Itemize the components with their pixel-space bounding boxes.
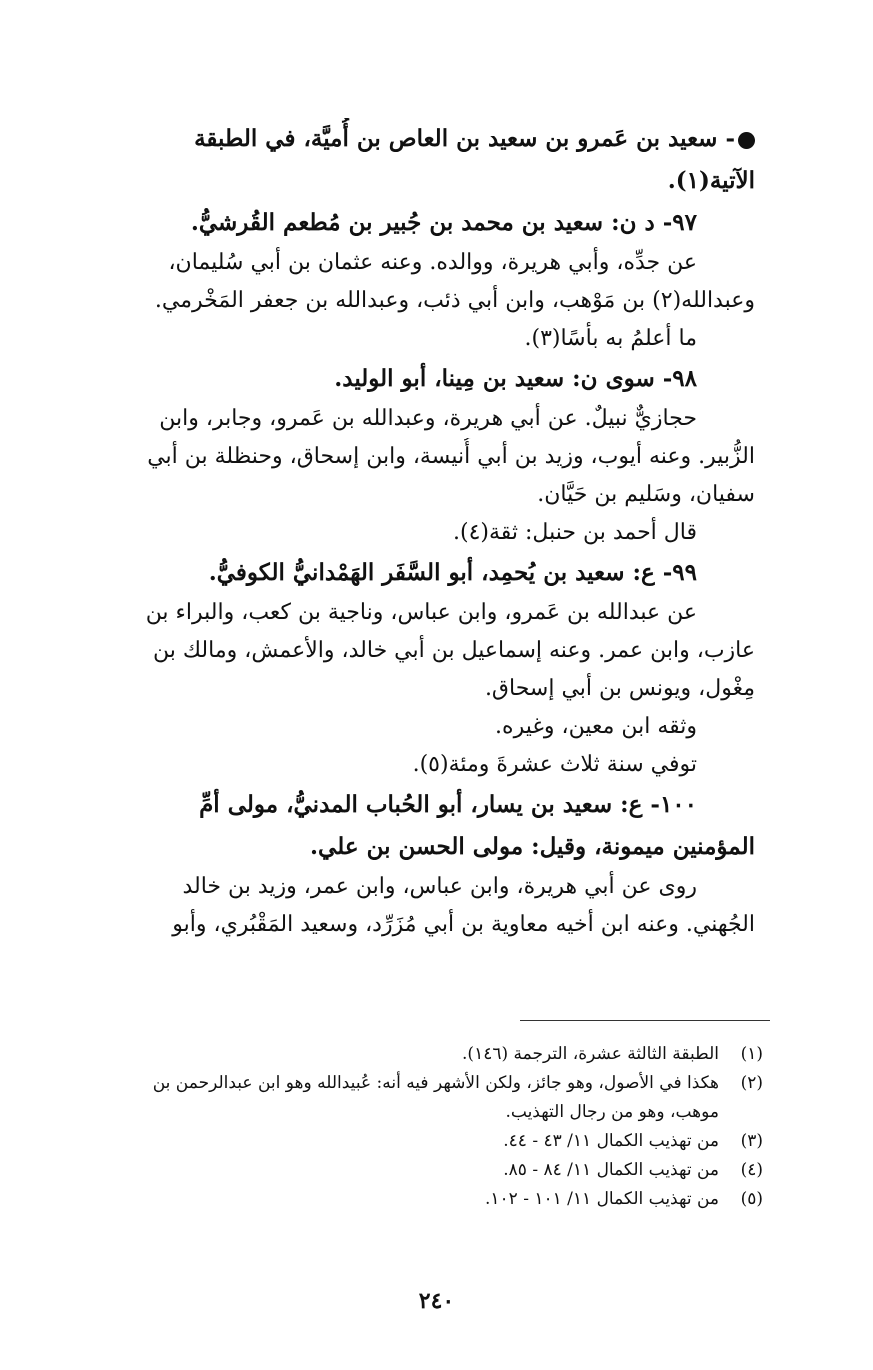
footnote [33,1098,763,1127]
footnote-text: من تهذيب الكمال ١١/ ١٠١ - ١٠٢. [484,1189,719,1209]
text-line-content: ٩٧- د ن: سعيد بن محمد بن جُبير بن مُطعم القُرشيُّ. [190,209,697,236]
text-line-content: حجازيٌّ نبيلٌ. عن أبي هريرة، وعبدالله بن عَمرو، وجابر، وابن [159,406,697,431]
text-line-content: الجُهني. وعنه ابن أخيه معاوية بن أبي مُزَرِّد، وسعيد المَقْبُري، وأبو [172,912,755,937]
text-line [40,160,755,202]
footnote-text: من تهذيب الكمال ١١/ ٤٣ - ٤٤. [503,1131,719,1151]
text-line-content: عازب، وابن عمر. وعنه إسماعيل بن أبي خالد، والأعمش، ومالك بن [153,638,755,663]
text-line [40,632,755,670]
footnote-number: (٥) [740,1189,763,1209]
text-line [40,282,755,320]
text-line [40,746,755,784]
text-line-content: مِغْول، ويونس بن أبي إسحاق. [484,676,755,701]
text-line [40,400,755,438]
text-line [40,594,755,632]
text-line [40,476,755,514]
text-line-content: - سعيد بن عَمرو بن سعيد بن العاص بن أُميَّة، في الطبقة [194,125,735,152]
text-line-content: سفيان، وسَليم بن حَيَّان. [537,482,755,507]
text-line-content: عن جدِّه، وأبي هريرة، ووالده. وعنه عثمان بن أبي سُليمان، [168,250,697,275]
footnote-number: (١) [740,1044,763,1064]
footnote [33,1185,763,1214]
footnote [33,1156,763,1185]
text-line [40,202,755,244]
text-line [40,868,755,906]
footnote [33,1127,763,1156]
footnote-number: (٢) [740,1073,763,1093]
footnotes-block [33,1040,763,1214]
text-line [40,670,755,708]
text-line-content: ما أعلمُ به بأسًا(٣). [524,326,697,351]
main-text-block [40,118,755,944]
footnote [33,1040,763,1069]
text-line [40,514,755,552]
footnote-text: موهب، وهو من رجال التهذيب. [505,1102,719,1122]
bullet-dot-icon [738,132,755,149]
footnote-separator [520,1020,770,1021]
footnote-text: هكذا في الأصول، وهو جائز، ولكن الأشهر فيه أنه: عُبيدالله وهو ابن عبدالرحمن بن [152,1073,719,1093]
text-line-content: ١٠٠- ع: سعيد بن يسار، أبو الحُباب المدنيُّ، مولى أمِّ [199,791,697,818]
footnote-number: (٤) [740,1160,763,1180]
text-line [40,438,755,476]
text-line-content: ٩٩- ع: سعيد بن يُحمِد، أبو السَّفَر الهَمْدانيُّ الكوفيُّ. [208,559,697,586]
footnote-text: الطبقة الثالثة عشرة، الترجمة (١٤٦). [462,1044,719,1064]
text-line-content: المؤمنين ميمونة، وقيل: مولى الحسن بن علي. [310,833,755,860]
text-line-content: الآتية(١). [667,167,755,194]
text-line [40,320,755,358]
text-line [40,784,755,826]
text-line-content: ٩٨- سوى ن: سعيد بن مِينا، أبو الوليد. [334,365,697,392]
text-line-content: الزُّبير. وعنه أيوب، وزيد بن أبي أُنيسة، وابن إسحاق، وحنظلة بن أبي [147,444,755,469]
page-number: ٢٤٠ [418,1288,455,1314]
text-line [40,552,755,594]
footnote [33,1069,763,1098]
text-line [40,826,755,868]
text-line [40,244,755,282]
text-line-content: وثقه ابن معين، وغيره. [495,714,697,739]
text-line-content: توفي سنة ثلاث عشرةَ ومئة(٥). [412,752,697,777]
text-line-content: عن عبدالله بن عَمرو، وابن عباس، وناجية بن كعب، والبراء بن [145,600,697,625]
text-line [40,708,755,746]
text-line-content: قال أحمد بن حنبل: ثقة(٤). [452,520,697,545]
footnote-number: (٣) [740,1131,763,1151]
text-line [40,358,755,400]
text-line-content: روى عن أبي هريرة، وابن عباس، وابن عمر، وزيد بن خالد [182,874,697,899]
footnote-text: من تهذيب الكمال ١١/ ٨٤ - ٨٥. [503,1160,719,1180]
text-line [40,118,755,160]
text-line-content: وعبدالله(٢) بن مَوْهب، وابن أبي ذئب، وعبدالله بن جعفر المَخْرمي. [154,288,755,313]
text-line [40,906,755,944]
